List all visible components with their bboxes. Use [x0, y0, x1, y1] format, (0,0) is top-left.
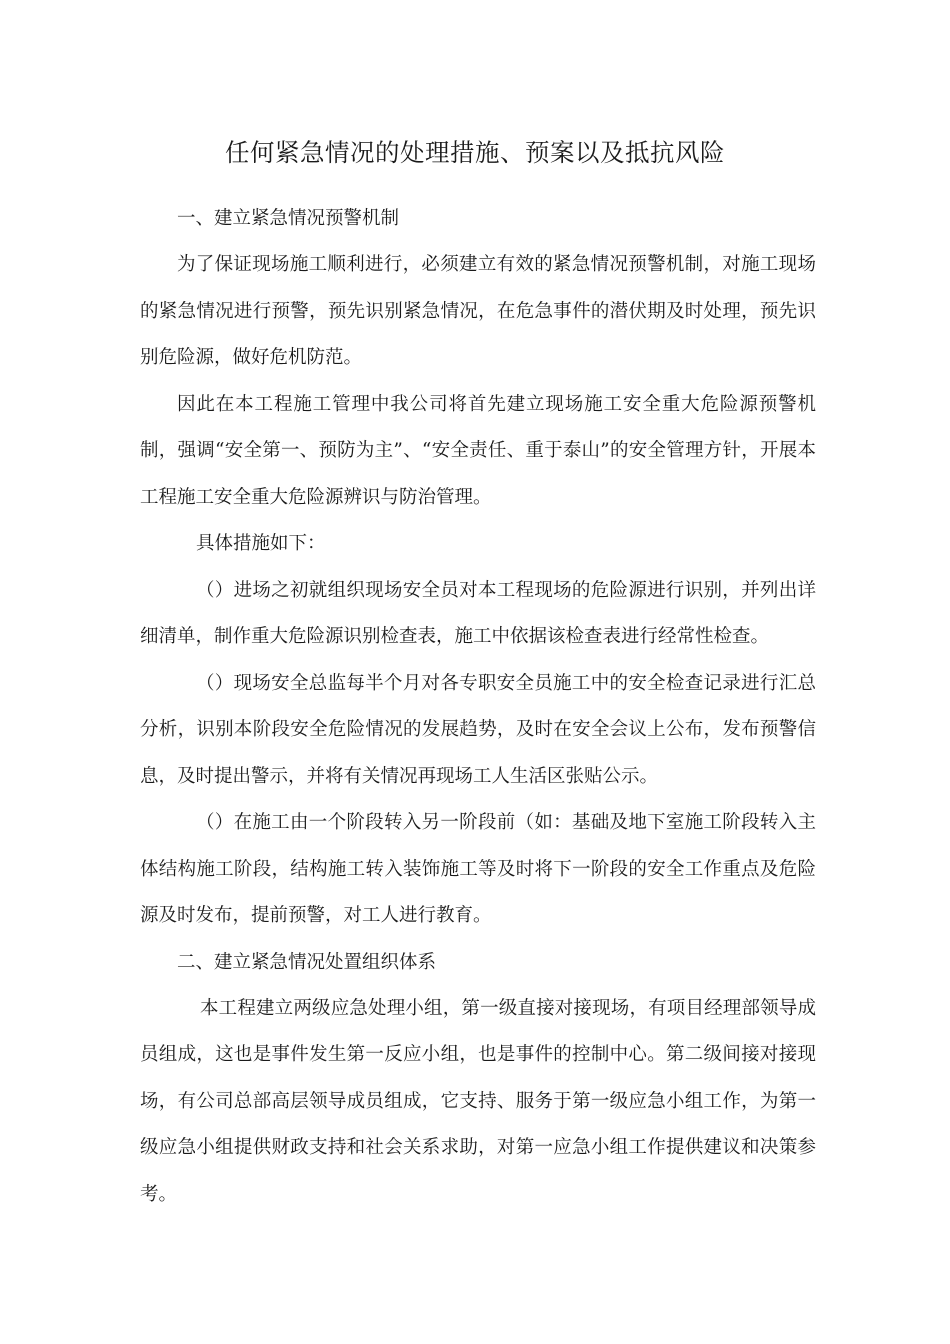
paragraph-response-groups: 本工程建立两级应急处理小组，第一级直接对接现场，有项目经理部领导成员组成，这也是事件发生第一反应小组，也是事件的控制中心。第二级间接对接现场，有公司总部高层领导成员组成，它支持、服务于第一级应急小组工作，为第一级应急小组提供财政支持和社会关系求助，对第一应急小组工作提供建议和决策参考。	[140, 997, 816, 1205]
section-heading-2: 二、建立紧急情况处置组织体系	[177, 951, 437, 973]
measure-item-2: （）现场安全总监每半个月对各专职安全员施工中的安全检查记录进行汇总分析，识别本阶段安全危险情况的发展趋势，及时在安全会议上公布，发布预警信息，及时提出警示，并将有关情况再现场工人生活区张贴公示。	[140, 672, 816, 787]
document-title: 任何紧急情况的处理措施、预案以及抵抗风险	[225, 138, 725, 167]
section-heading-1: 一、建立紧急情况预警机制	[177, 208, 400, 229]
paragraph-management-policy: 因此在本工程施工管理中我公司将首先建立现场施工安全重大危险源预警机制，强调“安全第一、预防为主”、“安全责任、重于泰山”的安全管理方针，开展本工程施工安全重大危险源辨识与防治管理。	[140, 393, 816, 508]
measure-item-3: （）在施工由一个阶段转入另一阶段前（如：基础及地下室施工阶段转入主体结构施工阶段，结构施工转入装饰施工等及时将下一阶段的安全工作重点及危险源及时发布，提前预警，对工人进行教育。	[140, 812, 816, 926]
document-body	[140, 196, 816, 1218]
paragraph-measures-intro: 具体措施如下：	[196, 533, 326, 554]
measure-item-1: （）进场之初就组织现场安全员对本工程现场的危险源进行识别，并列出详细清单，制作重大危险源识别检查表，施工中依据该检查表进行经常性检查。	[140, 579, 816, 647]
paragraph-warning-mechanism: 为了保证现场施工顺利进行，必须建立有效的紧急情况预警机制，对施工现场的紧急情况进行预警，预先识别紧急情况，在危急事件的潜伏期及时处理，预先识别危险源，做好危机防范。	[140, 254, 816, 368]
